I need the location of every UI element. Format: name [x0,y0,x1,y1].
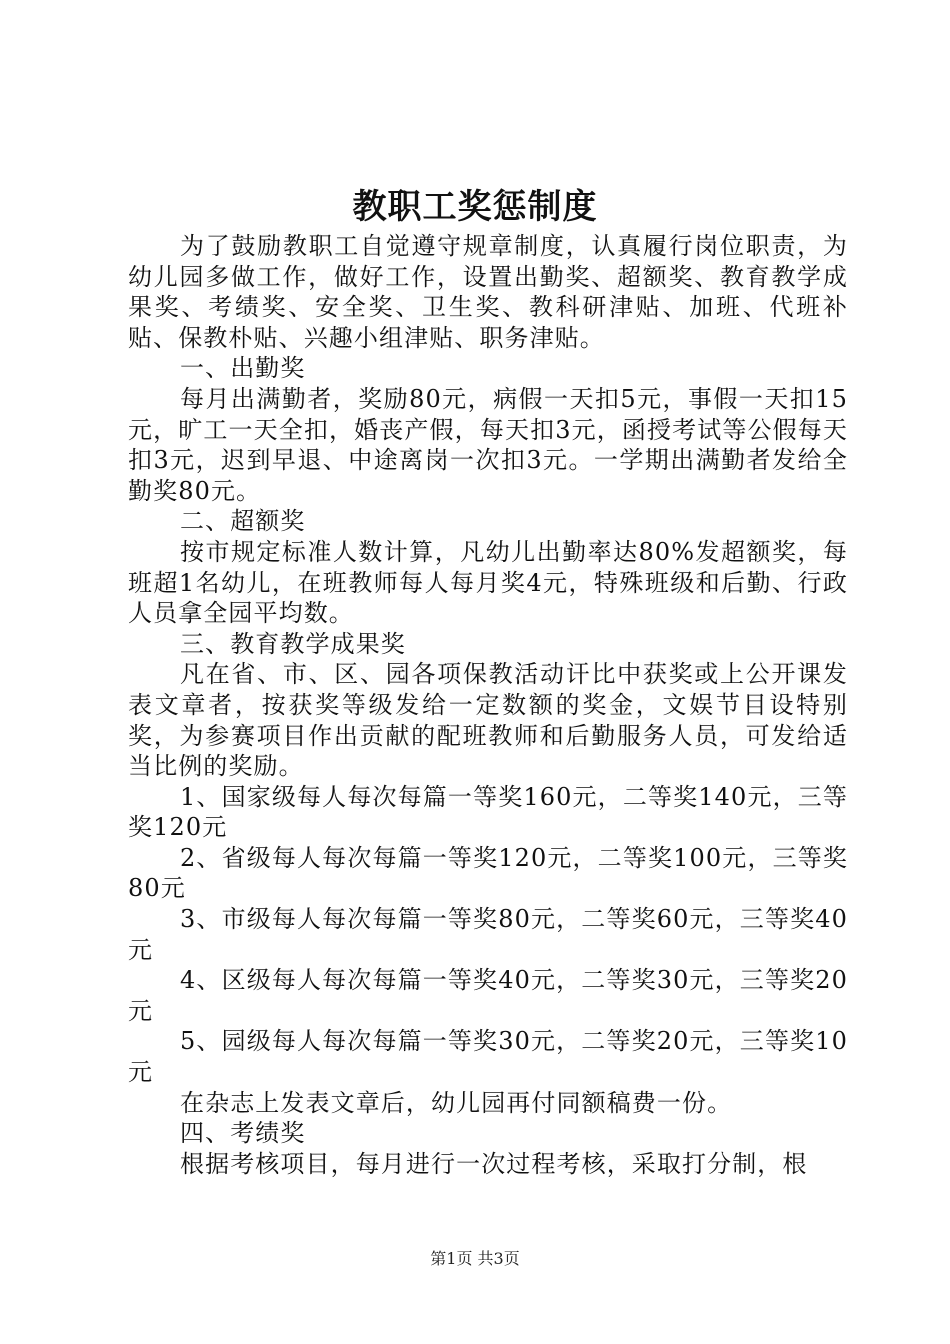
page-footer [0,1248,950,1270]
document-title: 教职工奖惩制度 [352,187,598,227]
teaching-results-paragraph: 凡在省、市、区、园各项保教活动讦比中获奖或上公开课发表文章者，按获奖等级发给一定数额的奖金，文娱节目设特别奖，为参赛项目作出贡献的配班教师和后勤服务人员，可发给适当比例的奖励。 [128,660,848,781]
page-total: 共3页 [477,1249,520,1268]
attendance-paragraph: 每月出满勤者，奖励80元，病假一天扣5元，事假一天扣15元，旷工一天全扣，婚丧产假，每天扣3元，函授考试等公假每天扣3元，迟到早退、中途离岗一次扣3元。一学期出满勤者发给全勤奖80元。 [128,384,848,505]
page-number: 第1页 [430,1249,473,1268]
section-heading-excess: 二、超额奖 [180,507,306,536]
publication-fee-paragraph: 在杂志上发表文章后，幼儿园再付同额稿费一份。 [180,1088,733,1117]
excess-paragraph: 按市规定标准人数计算，凡幼儿出勤率达80%发超额奖，每班超1名幼儿，在班教师每人每月奖4元，特殊班级和后勤、行政人员拿全园平均数。 [128,537,848,628]
award-item-city: 3、市级每人每次每篇一等奖80元，二等奖60元，三等奖40元 [128,905,848,964]
section-heading-performance: 四、考绩奖 [180,1119,306,1148]
award-item-provincial: 2、省级每人每次每篇一等奖120元，二等奖100元，三等奖80元 [128,843,848,903]
document-body [128,231,848,1179]
section-heading-teaching-results: 三、教育教学成果奖 [180,629,406,658]
award-item-national: 1、国家级每人每次每篇一等奖160元，二等奖140元，三等奖120元 [128,782,848,842]
award-item-kindergarten: 5、园级每人每次每篇一等奖30元，二等奖20元，三等奖10元 [128,1027,848,1087]
section-heading-attendance: 一、出勤奖 [180,354,306,383]
award-item-district: 4、区级每人每次每篇一等奖40元，二等奖30元，三等奖20元 [128,966,848,1025]
intro-paragraph: 为了鼓励教职工自觉遵守规章制度，认真履行岗位职责，为幼儿园多做工作，做好工作，设置出勤奖、超额奖、教育教学成果奖、考绩奖、安全奖、卫生奖、教科研津贴、加班、代班补贴、保教朴贴、兴趣小组津贴、职务津贴。 [128,232,848,352]
performance-paragraph: 根据考核项目，每月进行一次过程考核，采取打分制，根 [180,1149,808,1178]
